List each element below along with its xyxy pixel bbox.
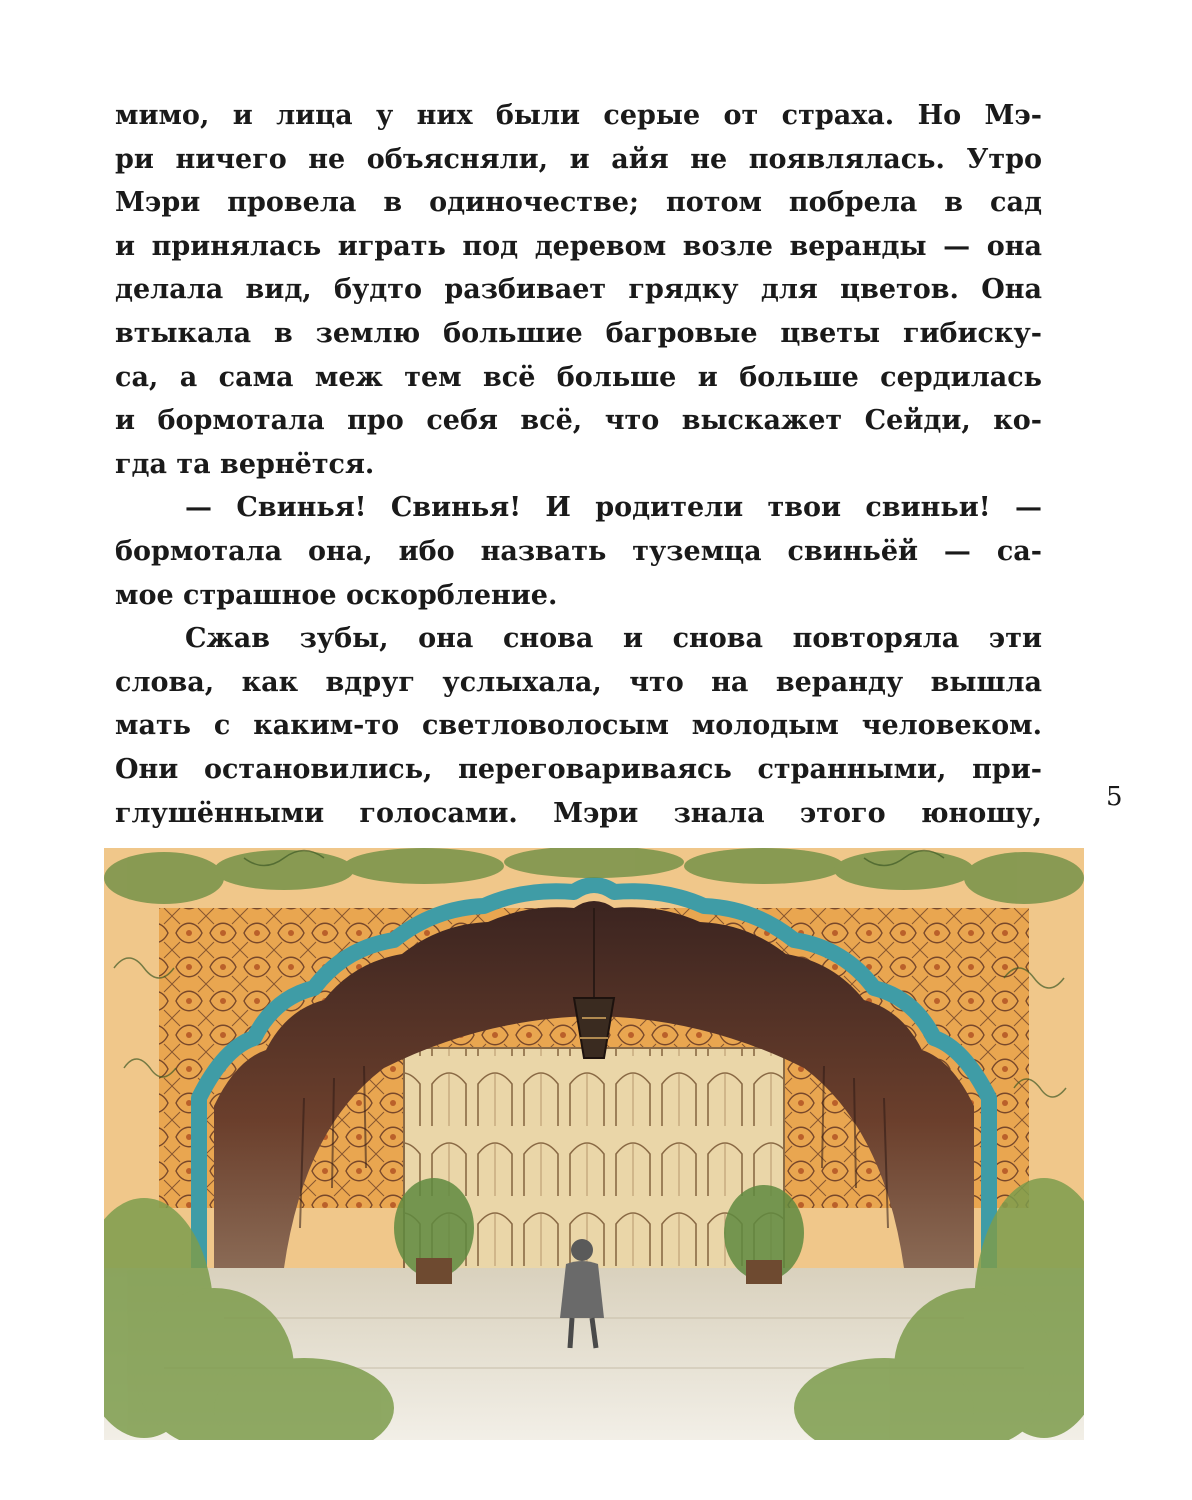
page-number: 5	[1106, 782, 1123, 812]
text-line: мимо, и лица у них были серые от страха. Но Мэ-	[115, 100, 1042, 131]
text-line: Они остановились, переговариваясь странными, при-	[115, 753, 1042, 785]
text-line: мое страшное оскорбление.	[115, 579, 558, 611]
body-text	[115, 94, 1042, 835]
text-line: — Свинья! Свинья! И родители твои свиньи! —	[185, 492, 1042, 524]
text-line: бормотала она, ибо назвать туземца свиньёй — са-	[115, 535, 1042, 567]
text-line: втыкала в землю большие багровые цветы гибиску-	[115, 317, 1042, 349]
text-line: мать с каким-то светловолосым молодым человеком.	[115, 710, 1042, 742]
text-line: са, а сама меж тем всё больше и больше сердилась	[115, 361, 1042, 393]
text-line: ри ничего не объясняли, и айя не появлялась. Утро	[115, 143, 1042, 175]
text-line: и принялась играть под деревом возле веранды — она	[115, 230, 1042, 262]
text-line: слова, как вдруг услыхала, что на веранду вышла	[115, 666, 1042, 698]
text-line: Мэри провела в одиночестве; потом побрела в сад	[115, 187, 1042, 219]
text-line: гда та вернётся.	[115, 448, 375, 480]
text-line: и бормотала про себя всё, что выскажет Сейди, ко-	[115, 405, 1042, 437]
text-line: глушёнными голосами. Мэри знала этого юношу,	[115, 797, 1042, 829]
text-line: делала вид, будто разбивает грядку для цветов. Она	[115, 274, 1042, 306]
text-line: Сжав зубы, она снова и снова повторяла эти	[185, 623, 1042, 655]
veranda-illustration	[104, 848, 1084, 1440]
